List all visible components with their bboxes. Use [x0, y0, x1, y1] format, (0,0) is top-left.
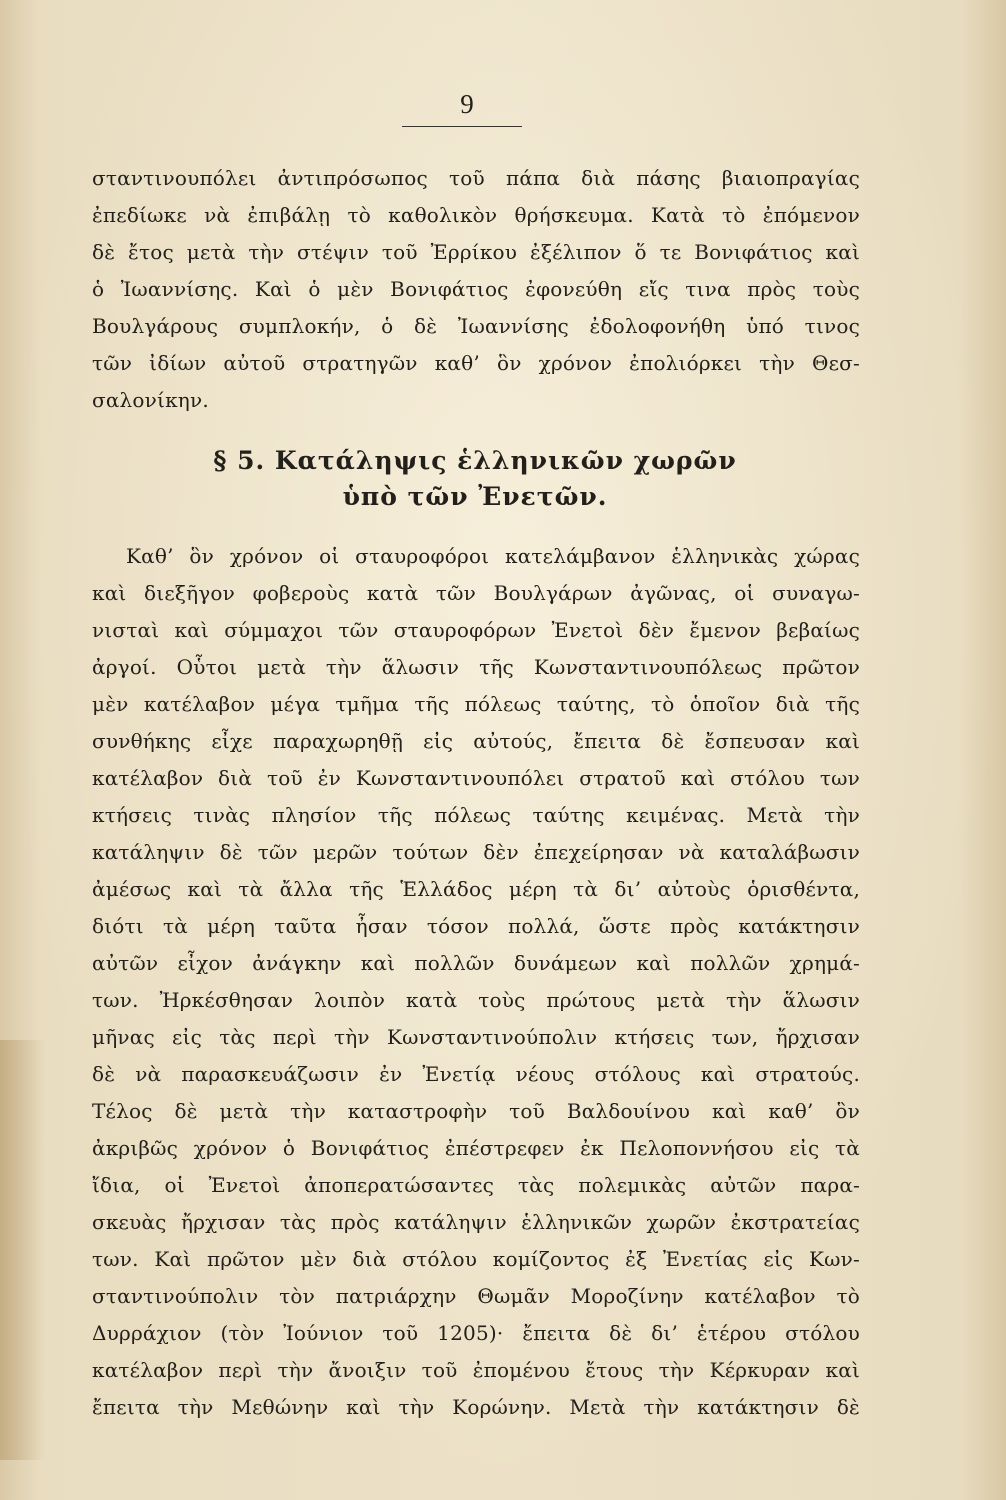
header-rule — [402, 126, 522, 127]
text-line: κατέλαβον διὰ τοῦ ἐν Κωνσταντινουπόλει στρατοῦ καὶ στόλου των — [92, 766, 860, 790]
text-line: ἀκριβῶς χρόνον ὁ Βονιφάτιος ἐπέστρεφεν ἐκ Πελοποννήσου εἰς τὰ — [92, 1136, 860, 1160]
text-line: των. Καὶ πρῶτον μὲν διὰ στόλου κομίζοντος ἐξ Ἐνετίας εἰς Κων- — [92, 1247, 860, 1271]
text-line: μὲν κατέλαβον μέγα τμῆμα τῆς πόλεως ταύτης, τὸ ὁποῖον διὰ τῆς — [92, 692, 860, 716]
text-line: καὶ διεξῆγον φοβεροὺς κατὰ τῶν Βουλγάρων ἀγῶνας, οἱ συναγω- — [92, 581, 860, 605]
text-line: ἴδια, οἱ Ἐνετοὶ ἀποπερατώσαντες τὰς πολεμικὰς αὐτῶν παρα- — [92, 1173, 860, 1197]
text-line: κατάληψιν δὲ τῶν μερῶν τούτων δὲν ἐπεχείρησαν νὰ καταλάβωσιν — [92, 840, 860, 864]
text-line: σταντινουπόλει ἀντιπρόσωπος τοῦ πάπα διὰ πάσης βιαιοπραγίας — [92, 166, 860, 190]
text-line: κατέλαβον περὶ τὴν ἄνοιξιν τοῦ ἐπομένου ἔτους τὴν Κέρκυραν καὶ — [92, 1358, 860, 1382]
text-line: δὲ ἔτος μετὰ τὴν στέψιν τοῦ Ἐρρίκου ἐξέλιπον ὅ τε Βονιφάτιος καὶ — [92, 240, 860, 264]
text-line: σκευὰς ἤρχισαν τὰς πρὸς κατάληψιν ἑλληνικῶν χωρῶν ἐκστρατείας — [92, 1210, 860, 1234]
text-line: των. Ἠρκέσθησαν λοιπὸν κατὰ τοὺς πρώτους μετὰ τὴν ἅλωσιν — [92, 988, 860, 1012]
text-line: Τέλος δὲ μετὰ τὴν καταστροφὴν τοῦ Βαλδουίνου καὶ καθ’ ὃν — [92, 1099, 860, 1123]
text-line: αὐτῶν εἶχον ἀνάγκην καὶ πολλῶν δυνάμεων καὶ πολλῶν χρημά- — [92, 951, 860, 975]
text-line: Δυρράχιον (τὸν Ἰούνιον τοῦ 1205)· ἔπειτα δὲ δι’ ἑτέρου στόλου — [92, 1321, 860, 1345]
text-line: διότι τὰ μέρη ταῦτα ἦσαν τόσον πολλά, ὥστε πρὸς κατάκτησιν — [92, 914, 860, 938]
text-line: μῆνας εἰς τὰς περὶ τὴν Κωνσταντινούπολιν κτήσεις των, ἤρχισαν — [92, 1025, 860, 1049]
text-line: ὁ Ἰωαννίσης. Καὶ ὁ μὲν Βονιφάτιος ἐφονεύθη εἴς τινα πρὸς τοὺς — [92, 277, 860, 301]
page-edge-stain — [0, 1040, 46, 1460]
text-line: σταντινούπολιν τὸν πατριάρχην Θωμᾶν Μοροζίνην κατέλαβον τὸ — [92, 1284, 860, 1308]
text-line: ἀμέσως καὶ τὰ ἄλλα τῆς Ἑλλάδος μέρη τὰ δι’ αὐτοὺς ὁρισθέντα, — [92, 877, 860, 901]
text-line: ἀργοί. Οὗτοι μετὰ τὴν ἅλωσιν τῆς Κωνσταντινουπόλεως πρῶτον — [92, 655, 860, 679]
section-heading-line-2: ὑπὸ τῶν Ἐνετῶν. — [342, 482, 608, 511]
text-line: Βουλγάρους συμπλοκήν, ὁ δὲ Ἰωαννίσης ἐδολοφονήθη ὑπό τινος — [92, 314, 860, 338]
text-line: συνθήκης εἶχε παραχωρηθῇ εἰς αὐτούς, ἔπειτα δὲ ἔσπευσαν καὶ — [92, 729, 860, 753]
text-line: ἔπειτα τὴν Μεθώνην καὶ τὴν Κορώνην. Μετὰ τὴν κατάκτησιν δὲ — [92, 1395, 860, 1419]
text-line: νισταὶ καὶ σύμμαχοι τῶν σταυροφόρων Ἐνετοὶ δὲν ἔμενον βεβαίως — [92, 618, 860, 642]
paragraph-2 — [92, 538, 860, 1426]
text-line: τῶν ἰδίων αὐτοῦ στρατηγῶν καθ’ ὃν χρόνον ἐπολιόρκει τὴν Θεσ- — [92, 351, 860, 375]
paragraph-1 — [92, 160, 860, 419]
text-line: ἐπεδίωκε νὰ ἐπιβάλῃ τὸ καθολικὸν θρήσκευμα. Κατὰ τὸ ἐπόμενον — [92, 203, 860, 227]
section-heading-line-1: § 5. Κατάληψις ἑλληνικῶν χωρῶν — [213, 446, 737, 475]
text-line: σαλονίκην. — [92, 388, 209, 412]
page-number: 9 — [460, 89, 474, 119]
text-line: κτήσεις τινὰς πλησίον τῆς πόλεως ταύτης κειμένας. Μετὰ τὴν — [92, 803, 860, 827]
text-line: Καθ’ ὃν χρόνον οἱ σταυροφόροι κατελάμβανον ἑλληνικὰς χώρας — [126, 544, 860, 568]
text-line: δὲ νὰ παρασκευάζωσιν ἐν Ἐνετίᾳ νέους στόλους καὶ στρατούς. — [92, 1062, 860, 1086]
